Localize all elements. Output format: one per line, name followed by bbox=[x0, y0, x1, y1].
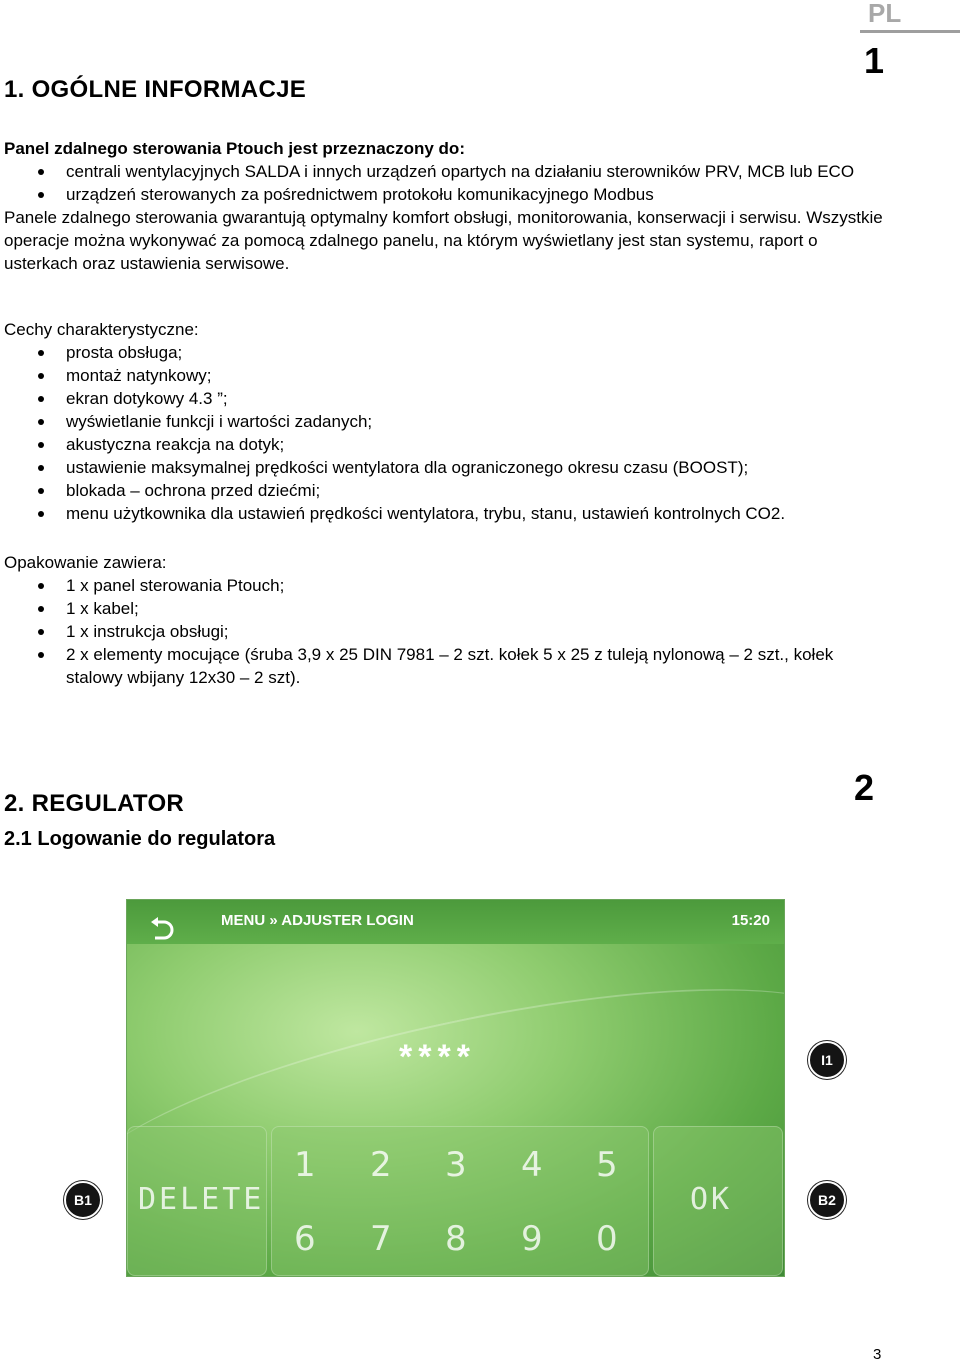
language-label: PL bbox=[868, 0, 902, 28]
key-6[interactable]: 6 bbox=[294, 1219, 316, 1259]
list-item: 1 x panel sterowania Ptouch; bbox=[4, 574, 884, 597]
list-item: menu użytkownika dla ustawień prędkości wentylatora, trybu, stanu, ustawień kontrolnych CO2. bbox=[4, 502, 884, 525]
list-item: ekran dotykowy 4.3 ”; bbox=[4, 387, 884, 410]
features-heading: Cechy charakterystyczne: bbox=[4, 320, 199, 339]
callout-b2: B2 bbox=[808, 1181, 846, 1219]
features-block bbox=[4, 318, 884, 525]
key-8[interactable]: 8 bbox=[445, 1219, 467, 1259]
list-item: montaż natynkowy; bbox=[4, 364, 884, 387]
back-icon[interactable] bbox=[147, 916, 175, 944]
numeric-keypad bbox=[271, 1126, 649, 1276]
package-list bbox=[4, 574, 884, 689]
ok-button[interactable] bbox=[653, 1126, 783, 1276]
section-number-1: 1 bbox=[864, 40, 885, 81]
package-heading: Opakowanie zawiera: bbox=[4, 553, 167, 572]
key-0[interactable]: 0 bbox=[596, 1219, 618, 1259]
pin-display: **** bbox=[399, 1038, 476, 1076]
intro-list bbox=[4, 160, 884, 206]
key-9[interactable]: 9 bbox=[521, 1219, 543, 1259]
menu-breadcrumb: MENU » ADJUSTER LOGIN bbox=[221, 912, 414, 929]
package-block bbox=[4, 551, 884, 689]
list-item: 1 x instrukcja obsługi; bbox=[4, 620, 884, 643]
clock: 15:20 bbox=[731, 912, 770, 929]
ok-label: OK bbox=[690, 1182, 733, 1217]
list-item: blokada – ochrona przed dziećmi; bbox=[4, 479, 884, 502]
list-item: akustyczna reakcja na dotyk; bbox=[4, 433, 884, 456]
list-item: 1 x kabel; bbox=[4, 597, 884, 620]
delete-button[interactable] bbox=[127, 1126, 267, 1276]
list-item: urządzeń sterowanych za pośrednictwem protokołu komunikacyjnego Modbus bbox=[4, 183, 884, 206]
callout-b1: B1 bbox=[64, 1181, 102, 1219]
list-item: centrali wentylacyjnych SALDA i innych urządzeń opartych na działaniu sterowników PRV, MCB lub ECO bbox=[4, 160, 884, 183]
list-item: 2 x elementy mocujące (śruba 3,9 x 25 DIN 7981 – 2 szt. kołek 5 x 25 z tuleją nylonową – 2 szt., kołek stalowy wbijany 12x30 – 2 szt). bbox=[4, 643, 884, 689]
delete-label: DELETE bbox=[138, 1182, 265, 1217]
intro-block bbox=[4, 137, 884, 275]
key-5[interactable]: 5 bbox=[596, 1145, 618, 1185]
language-tag bbox=[860, 0, 960, 33]
list-item: ustawienie maksymalnej prędkości wentylatora dla ograniczonego okresu czasu (BOOST); bbox=[4, 456, 884, 479]
section-number-2: 2 bbox=[854, 767, 875, 808]
key-1[interactable]: 1 bbox=[294, 1145, 316, 1185]
key-2[interactable]: 2 bbox=[370, 1145, 392, 1185]
device-screen bbox=[126, 899, 785, 1277]
key-3[interactable]: 3 bbox=[445, 1145, 467, 1185]
key-7[interactable]: 7 bbox=[370, 1219, 392, 1259]
features-list bbox=[4, 341, 884, 525]
page-number: 3 bbox=[873, 1346, 882, 1363]
description-paragraph: Panele zdalnego sterowania gwarantują optymalny komfort obsługi, monitorowania, konserwacji i serwisu. Wszystkie operacje można wykonywać za pomocą zdalnego panelu, na którym wyświetlany jest stan systemu, raport o usterkach oraz ustawienia serwisowe. bbox=[4, 208, 883, 273]
list-item: prosta obsługa; bbox=[4, 341, 884, 364]
intro-heading: Panel zdalnego sterowania Ptouch jest przeznaczony do: bbox=[4, 139, 465, 158]
section-2-1-subtitle: 2.1 Logowanie do regulatora bbox=[4, 828, 276, 850]
list-item: wyświetlanie funkcji i wartości zadanych; bbox=[4, 410, 884, 433]
section-2-title: 2. REGULATOR bbox=[4, 790, 185, 817]
key-4[interactable]: 4 bbox=[521, 1145, 543, 1185]
callout-i1: I1 bbox=[808, 1041, 846, 1079]
section-1-title: 1. OGÓLNE INFORMACJE bbox=[4, 76, 307, 103]
